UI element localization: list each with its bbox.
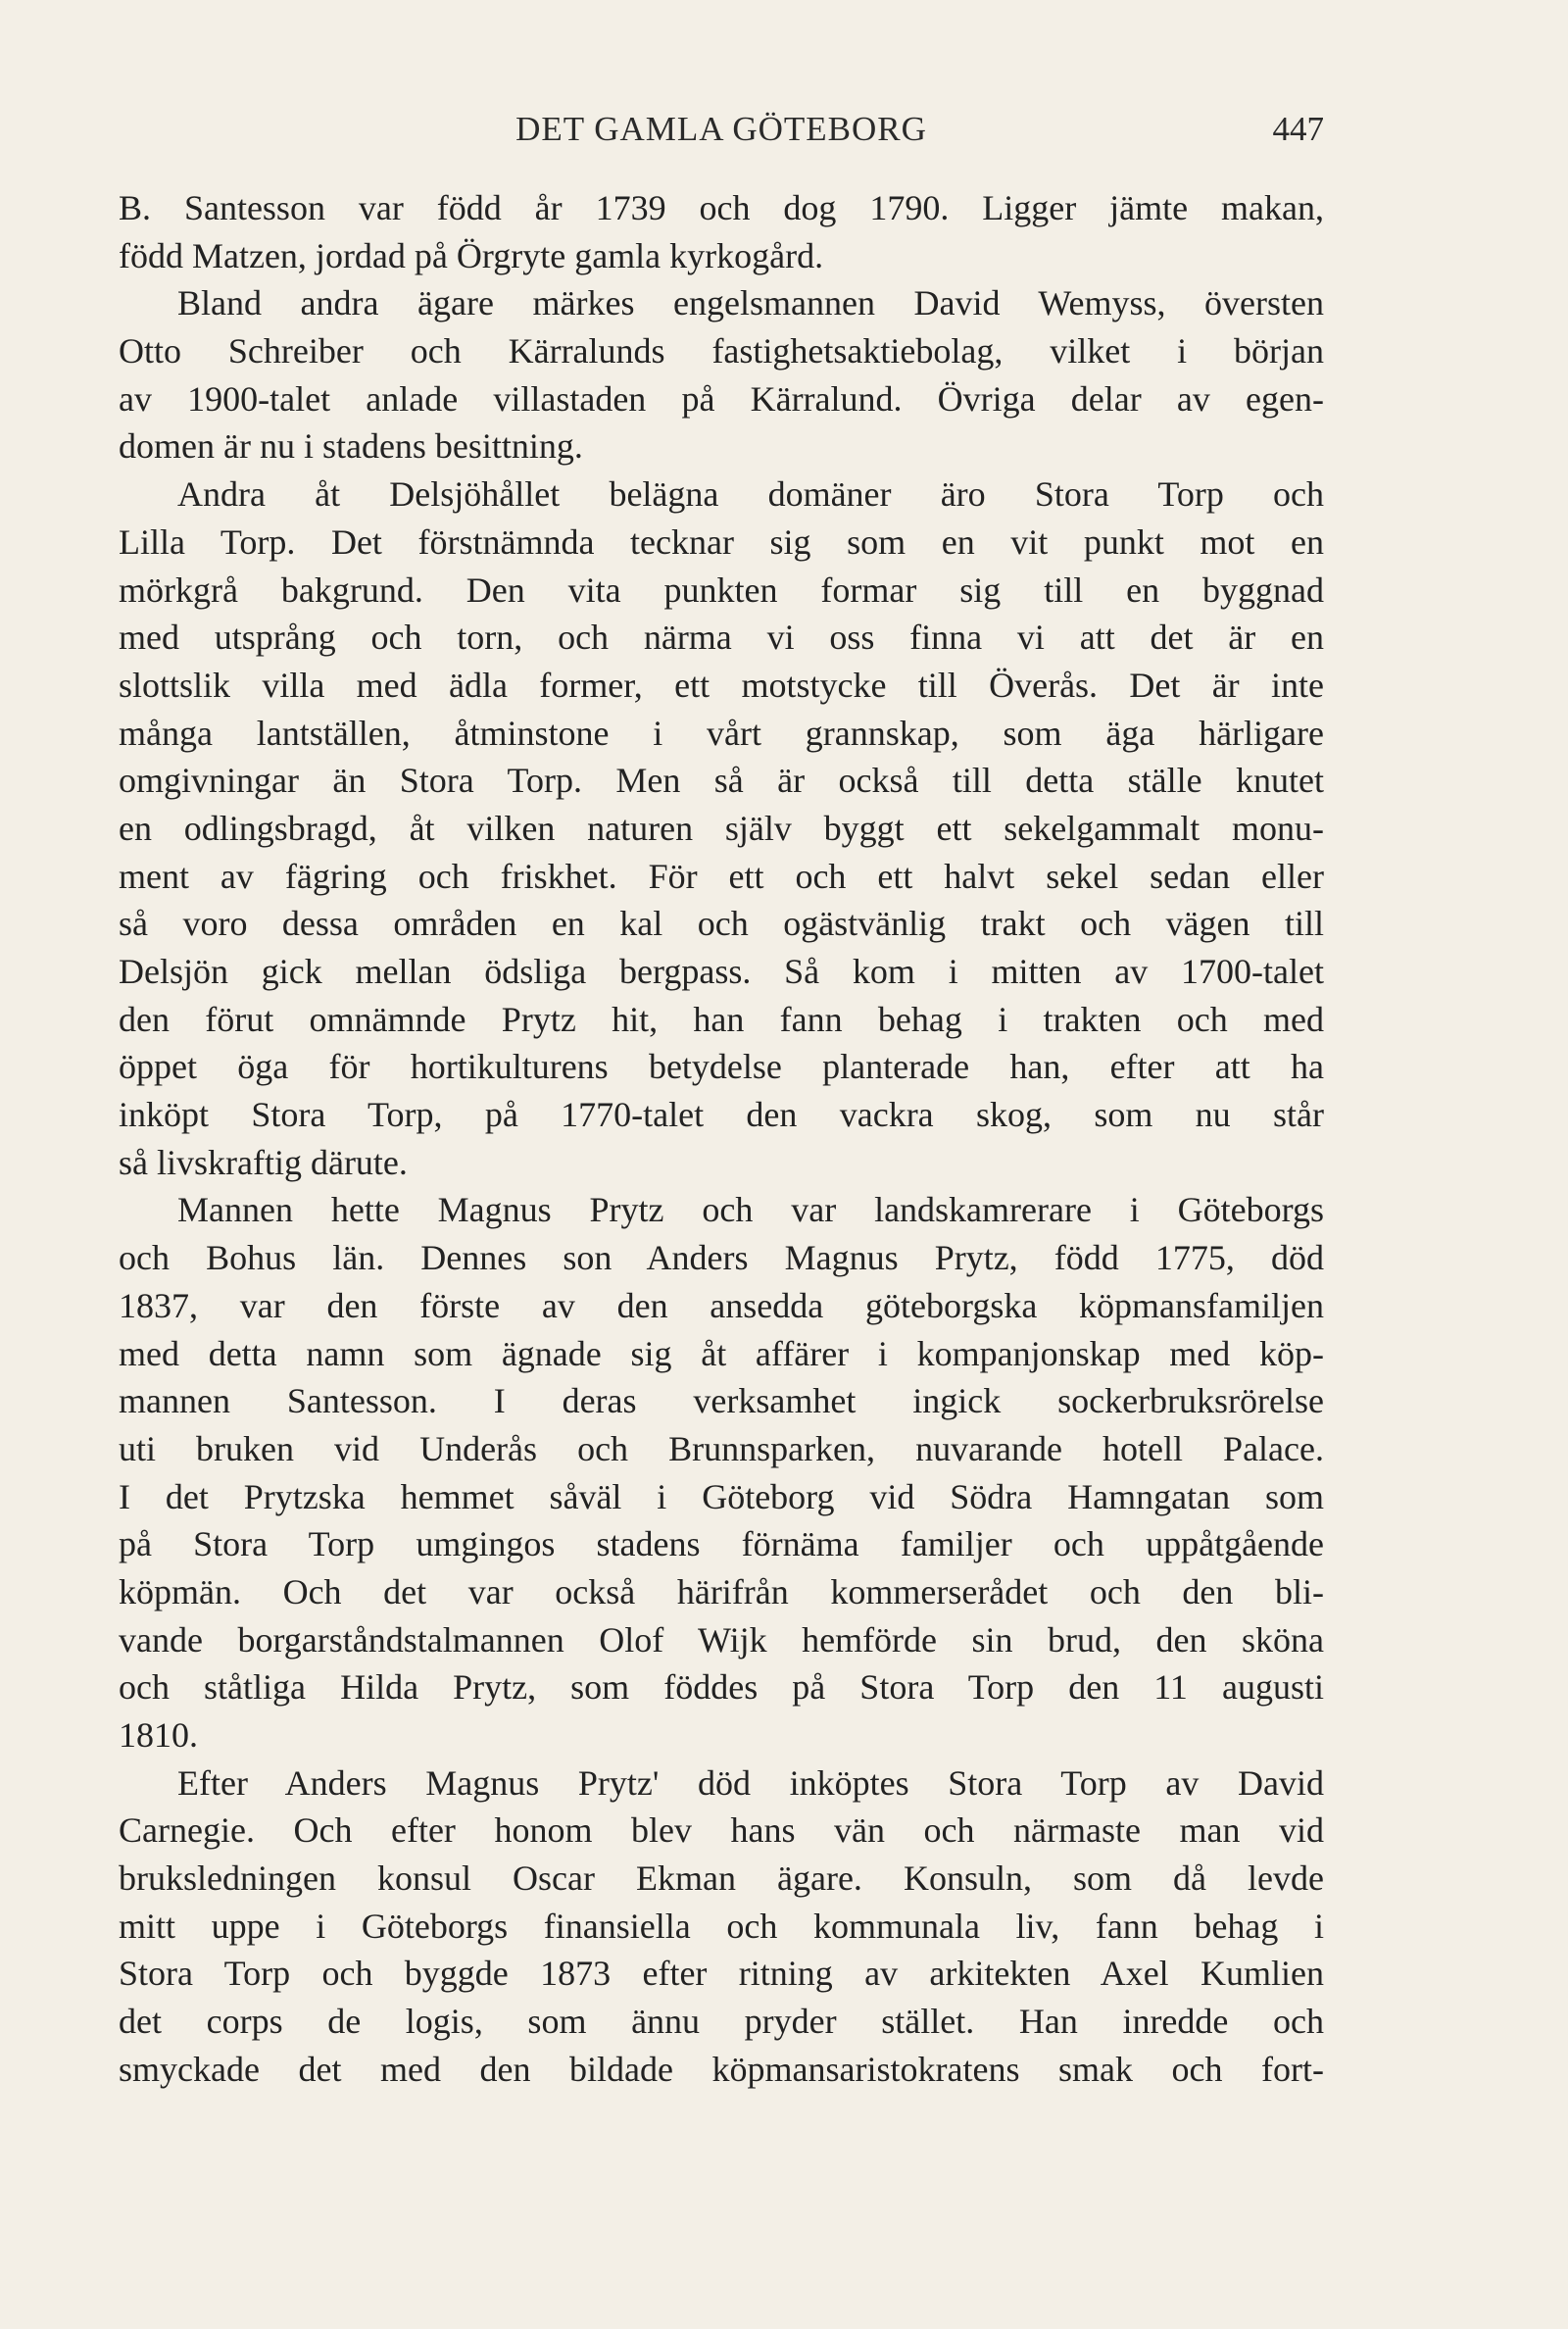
text-line: mitt uppe i Göteborgs finansiella och kommunala liv, fann behag i <box>119 1906 1324 1946</box>
text-line: Delsjön gick mellan ödsliga bergpass. Så kom i mitten av 1700-talet <box>119 952 1324 991</box>
text-line: med utsprång och torn, och närma vi oss finna vi att det är en <box>119 618 1324 658</box>
text-line: många lantställen, åtminstone i vårt grannskap, som äga härligare <box>119 713 1324 753</box>
text-line: Efter Anders Magnus Prytz' död inköptes Stora Torp av David <box>177 1762 1324 1803</box>
text-line: öppet öga för hortikulturens betydelse planterade han, efter att ha <box>119 1047 1324 1087</box>
text-line: en odlingsbragd, åt vilken naturen själv byggt ett sekelgammalt monu- <box>119 808 1324 848</box>
page-number: 447 <box>1272 110 1324 148</box>
text-line: och ståtliga Hilda Prytz, som föddes på Stora Torp den 11 augusti <box>119 1667 1324 1708</box>
running-title: DET GAMLA GÖTEBORG <box>515 110 927 148</box>
text-line: B. Santesson var född år 1739 och dog 1790. Ligger jämte makan, <box>119 188 1324 227</box>
paragraph <box>119 1186 1324 1759</box>
text-line: inköpt Stora Torp, på 1770-talet den vackra skog, som nu står <box>119 1095 1324 1135</box>
text-line: I det Prytzska hemmet såväl i Göteborg vid Södra Hamngatan som <box>119 1476 1324 1516</box>
text-line: Otto Schreiber och Kärralunds fastighetsaktiebolag, vilket i början <box>119 331 1324 372</box>
text-line: Carnegie. Och efter honom blev hans vän och närmaste man vid <box>119 1810 1324 1851</box>
text-line: det corps de logis, som ännu pryder stället. Han inredde och <box>119 2002 1324 2042</box>
text-line: ment av fägring och friskhet. För ett och ett halvt sekel sedan eller <box>119 856 1324 896</box>
paragraph <box>119 279 1324 471</box>
text-line: Andra åt Delsjöhållet belägna domäner äro Stora Torp och <box>177 474 1324 515</box>
text-line: på Stora Torp umgingos stadens förnäma familjer och uppåtgående <box>119 1524 1324 1564</box>
text-line: 1810. <box>119 1715 198 1755</box>
text-line: av 1900-talet anlade villastaden på Kärralund. Övriga delar av egen- <box>119 378 1324 419</box>
text-line: 1837, var den förste av den ansedda göteborgska köpmansfamiljen <box>119 1285 1324 1325</box>
text-line: så livskraftig därute. <box>119 1142 408 1182</box>
text-line: domen är nu i stadens besittning. <box>119 426 583 467</box>
paragraph <box>119 471 1324 1186</box>
text-line: född Matzen, jordad på Örgryte gamla kyrkogård. <box>119 235 824 275</box>
text-line: slottslik villa med ädla former, ett motstycke till Överås. Det är inte <box>119 665 1324 705</box>
body-text <box>119 184 1324 2094</box>
paragraph <box>119 184 1324 279</box>
text-line: omgivningar än Stora Torp. Men så är också till detta ställe knutet <box>119 761 1324 801</box>
text-line: vande borgarståndstalmannen Olof Wijk hemförde sin brud, den sköna <box>119 1619 1324 1660</box>
text-line: uti bruken vid Underås och Brunnsparken, nuvarande hotell Palace. <box>119 1428 1324 1468</box>
text-line: Mannen hette Magnus Prytz och var landskamrerare i Göteborgs <box>177 1190 1324 1230</box>
text-line: så voro dessa områden en kal och ogästvänlig trakt och vägen till <box>119 904 1324 944</box>
text-line: Stora Torp och byggde 1873 efter ritning av arkitekten Axel Kumlien <box>119 1954 1324 1994</box>
text-line: köpmän. Och det var också härifrån kommerserådet och den bli- <box>119 1571 1324 1611</box>
paragraph <box>119 1759 1324 2094</box>
text-line: bruksledningen konsul Oscar Ekman ägare. Konsuln, som då levde <box>119 1858 1324 1899</box>
text-line: smyckade det med den bildade köpmansaristokratens smak och fort- <box>119 2049 1324 2089</box>
text-line: och Bohus län. Dennes son Anders Magnus Prytz, född 1775, död <box>119 1238 1324 1278</box>
text-line: med detta namn som ägnade sig åt affärer i kompanjonskap med köp- <box>119 1333 1324 1373</box>
text-line: Bland andra ägare märkes engelsmannen David Wemyss, översten <box>177 283 1324 323</box>
page-header <box>119 110 1324 159</box>
text-line: den förut omnämnde Prytz hit, han fann behag i trakten och med <box>119 999 1324 1039</box>
text-line: mörkgrå bakgrund. Den vita punkten formar sig till en byggnad <box>119 570 1324 610</box>
text-line: Lilla Torp. Det förstnämnda tecknar sig som en vit punkt mot en <box>119 521 1324 562</box>
text-line: mannen Santesson. I deras verksamhet ingick sockerbruksrörelse <box>119 1381 1324 1421</box>
